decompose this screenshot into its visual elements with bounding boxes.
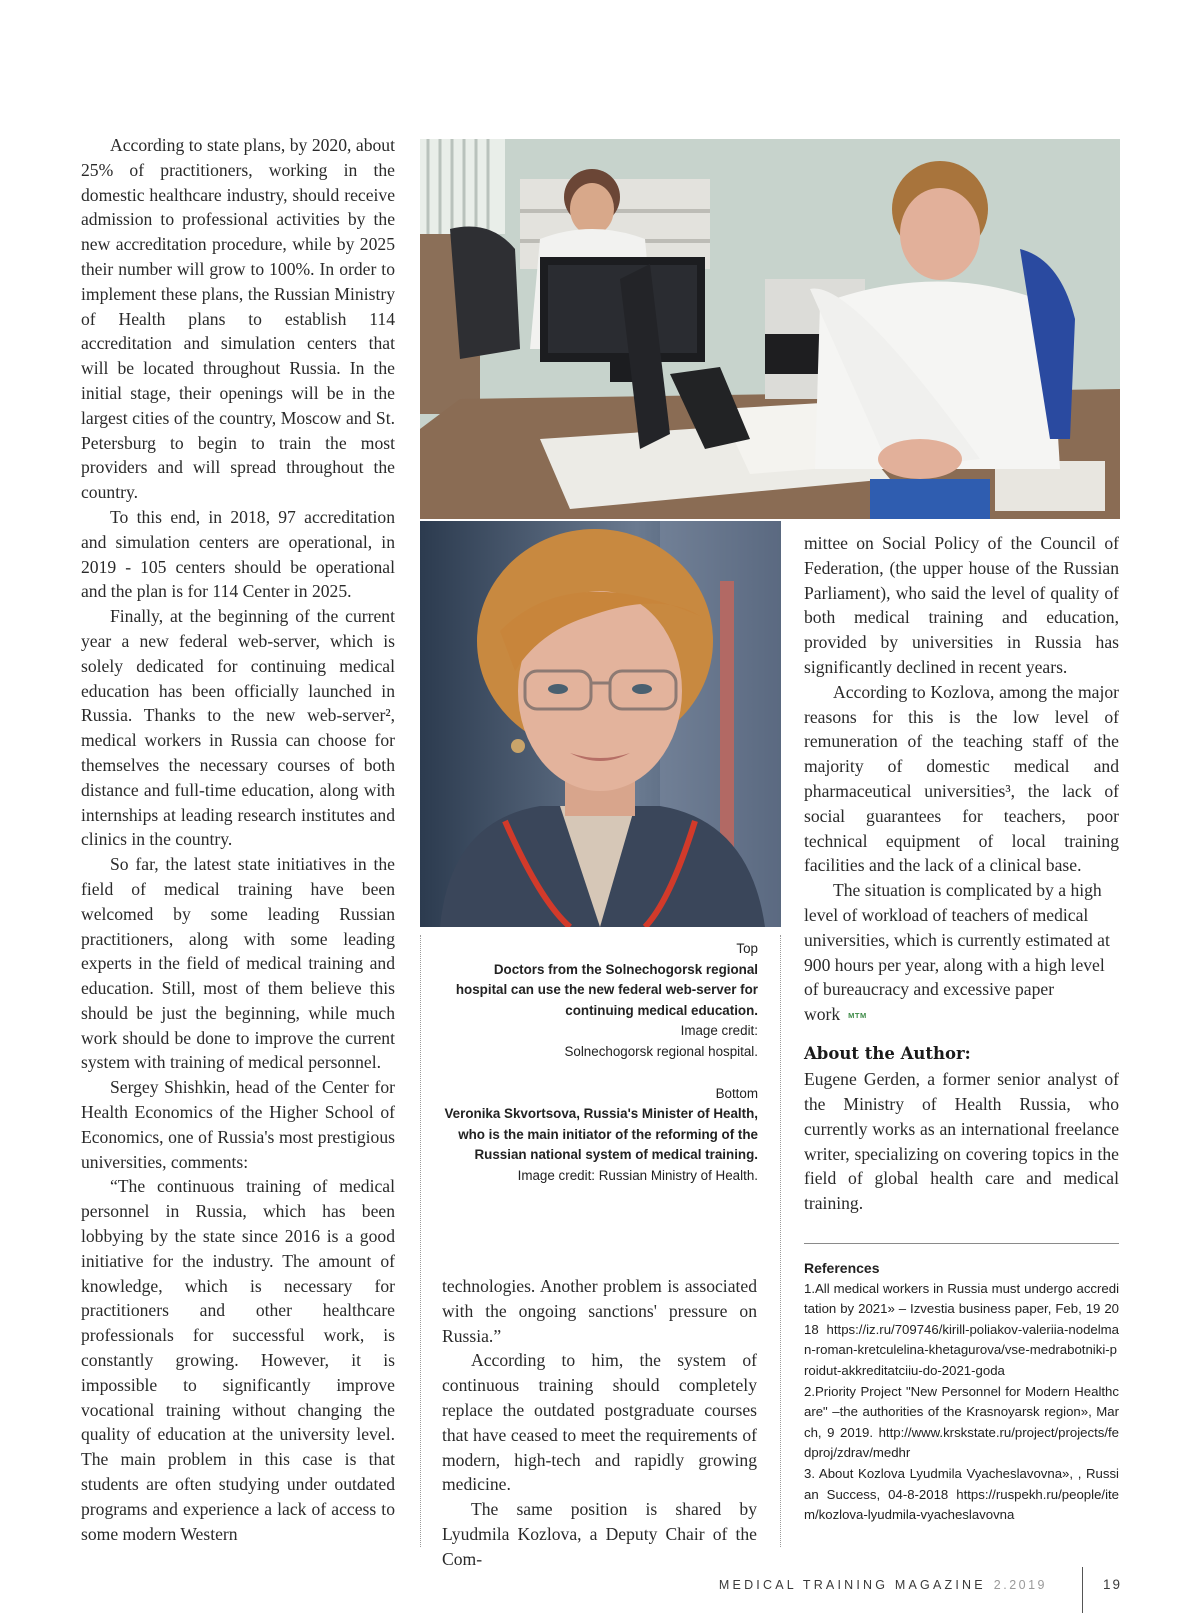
footer-divider: [1082, 1567, 1083, 1613]
paragraph: The same position is shared by Lyudmila Kozlova, a Deputy Chair of the Com-: [442, 1499, 757, 1569]
caption-bottom-credit: Image credit: Russian Ministry of Health.: [517, 1167, 758, 1183]
column-rule-right: [780, 935, 781, 1547]
photo-captions: [440, 939, 758, 1187]
about-author-title: About the Author:: [804, 1044, 971, 1064]
references-divider: [804, 1243, 1119, 1244]
magazine-name: MEDICAL TRAINING MAGAZINE: [718, 1578, 986, 1592]
references-title: References: [804, 1260, 880, 1276]
left-column: [81, 133, 395, 1546]
caption-bottom-position: Bottom: [715, 1085, 758, 1101]
about-author-text: Eugene Gerden, a former senior analyst of the Ministry of Health Russia, who currently works as an international freelance writer, specializing on covering topics in the field of global health care and medical training.: [804, 1069, 1119, 1214]
doctors-photo: [420, 139, 1120, 519]
caption-top-position: Top: [736, 941, 758, 956]
caption-bottom-description: Veronika Skvortsova, Russia's Minister of Health, who is the main initiator of the reforming of the Russian national system of medical training.: [444, 1106, 758, 1163]
paragraph: [804, 878, 1119, 1028]
minister-portrait-photo: [420, 521, 781, 927]
paragraph: Finally, at the beginning of the current year a new federal web-server, which is solely dedicated for continuing medical education has been officially launched in Russia. Thanks to the new web-server², medical workers in Russia can choose for themselves the necessary courses of both distance and full-time education, along with internships at leading research institutes and clinics in the country.: [81, 606, 395, 850]
minister-portrait-illustration: [420, 521, 781, 927]
paragraph: mittee on Social Policy of the Council of Federation, (the upper house of the Russian Parliament), who said the level of quality of both medical training and education, provided by universities in Russia has significantly declined in recent years.: [804, 533, 1119, 677]
references-section: [804, 1258, 1119, 1526]
right-column: [804, 531, 1119, 1216]
column-rule-left: [420, 935, 421, 1547]
end-mark-logo: MTM: [848, 1010, 867, 1020]
paragraph: “The continuous training of medical personnel in Russia, which has been lobbying by the state since 2016 is a good initiative for the industry. The amount of knowledge, which is necessary for practitioners and other healthcare professionals for successful work, is constantly growing. However, it is impossible to significantly improve vocational training without changing the quality of education at the university level. The main problem in this case is that students are often studying under outdated programs and experience a lack of access to some modern Western: [81, 1176, 395, 1544]
paragraph: According to state plans, by 2020, about 25% of practitioners, working in the domestic healthcare industry, should receive admission to professional activities by the new accreditation procedure, while by 2025 their number will grow to 100%. In order to implement these plans, the Russian Ministry of Health plans to establish 114 accreditation and simulation centers that will be located throughout Russia. In the initial stage, their openings will be in the largest cities of the country, Moscow and St. Petersburg to begin to train the most providers and will spread throughout the country.: [81, 135, 395, 503]
paragraph: To this end, in 2018, 97 accreditation and simulation centers are operational, in 2019 - 105 centers should be operational and the plan is for 114 Center in 2025.: [81, 506, 395, 602]
caption-top-credit-label: Image credit:: [680, 1023, 758, 1039]
reference-item: 1.All medical workers in Russia must undergo accreditation by 2021» – Izvestia business paper, Feb, 19 2018 https://iz.ru/709746/kirill-poliakov-valeriia-nodelman-roman-kretculelina-khetagurova/vse-medrabotniki-proidut-akkreditatciiu-do-2021-goda: [804, 1280, 1119, 1378]
page-number: 19: [1103, 1577, 1123, 1592]
paragraph: So far, the latest state initiatives in the field of medical training have been welcomed by some leading Russian practitioners, along with some leading experts in the field of medical training and education. Still, most of them believe this should be just the beginning, while much work should be done to improve the current system with training of medical personnel.: [81, 854, 395, 1073]
middle-column: [442, 1274, 757, 1572]
paragraph: technologies. Another problem is associated with the ongoing sanctions' pressure on Russia.”: [442, 1276, 757, 1346]
footer-magazine-title: [719, 1578, 1047, 1592]
reference-item: 2.Priority Project "New Personnel for Modern Healthcare" –the authorities of the Krasnoyarsk region», March, 9 2019. http://www.krskstate.ru/project/projects/fedproj/zdrav/medhr: [804, 1383, 1119, 1461]
paragraph-text: The situation is complicated by a high level of workload of teachers of medical universities, which is currently estimated at 900 hours per year, along with a high level of bureaucracy and excessive paper work: [804, 880, 1110, 1025]
paragraph: Sergey Shishkin, head of the Center for Health Economics of the Higher School of Economics, one of Russia's most prestigious universities, comments:: [81, 1077, 395, 1172]
doctors-photo-illustration: [420, 139, 1120, 519]
caption-top-description: Doctors from the Solnechogorsk regional hospital can use the new federal web-server for continuing medical education.: [455, 961, 758, 1018]
paragraph: According to him, the system of continuous training should completely replace the outdated postgraduate courses that have ceased to meet the requirements of modern, high-tech and rapidly growing medicine.: [442, 1350, 757, 1495]
page-footer: [718, 1571, 1180, 1611]
issue-number: 2.2019: [993, 1578, 1047, 1592]
paragraph: According to Kozlova, among the major reasons for this is the low level of remuneration of the teaching staff of the majority of domestic medical and pharmaceutical universities³, the lack of social guarantees for teachers, poor technical equipment of local training facilities and the lack of a clinical base.: [804, 681, 1119, 876]
reference-item: 3. About Kozlova Lyudmila Vyacheslavovna», , Russian Success, 04-8-2018 https://ruspekh.ru/people/item/kozlova-lyudmila-vyacheslavovna: [804, 1465, 1119, 1523]
caption-top-credit: Solnechogorsk regional hospital.: [564, 1043, 758, 1059]
